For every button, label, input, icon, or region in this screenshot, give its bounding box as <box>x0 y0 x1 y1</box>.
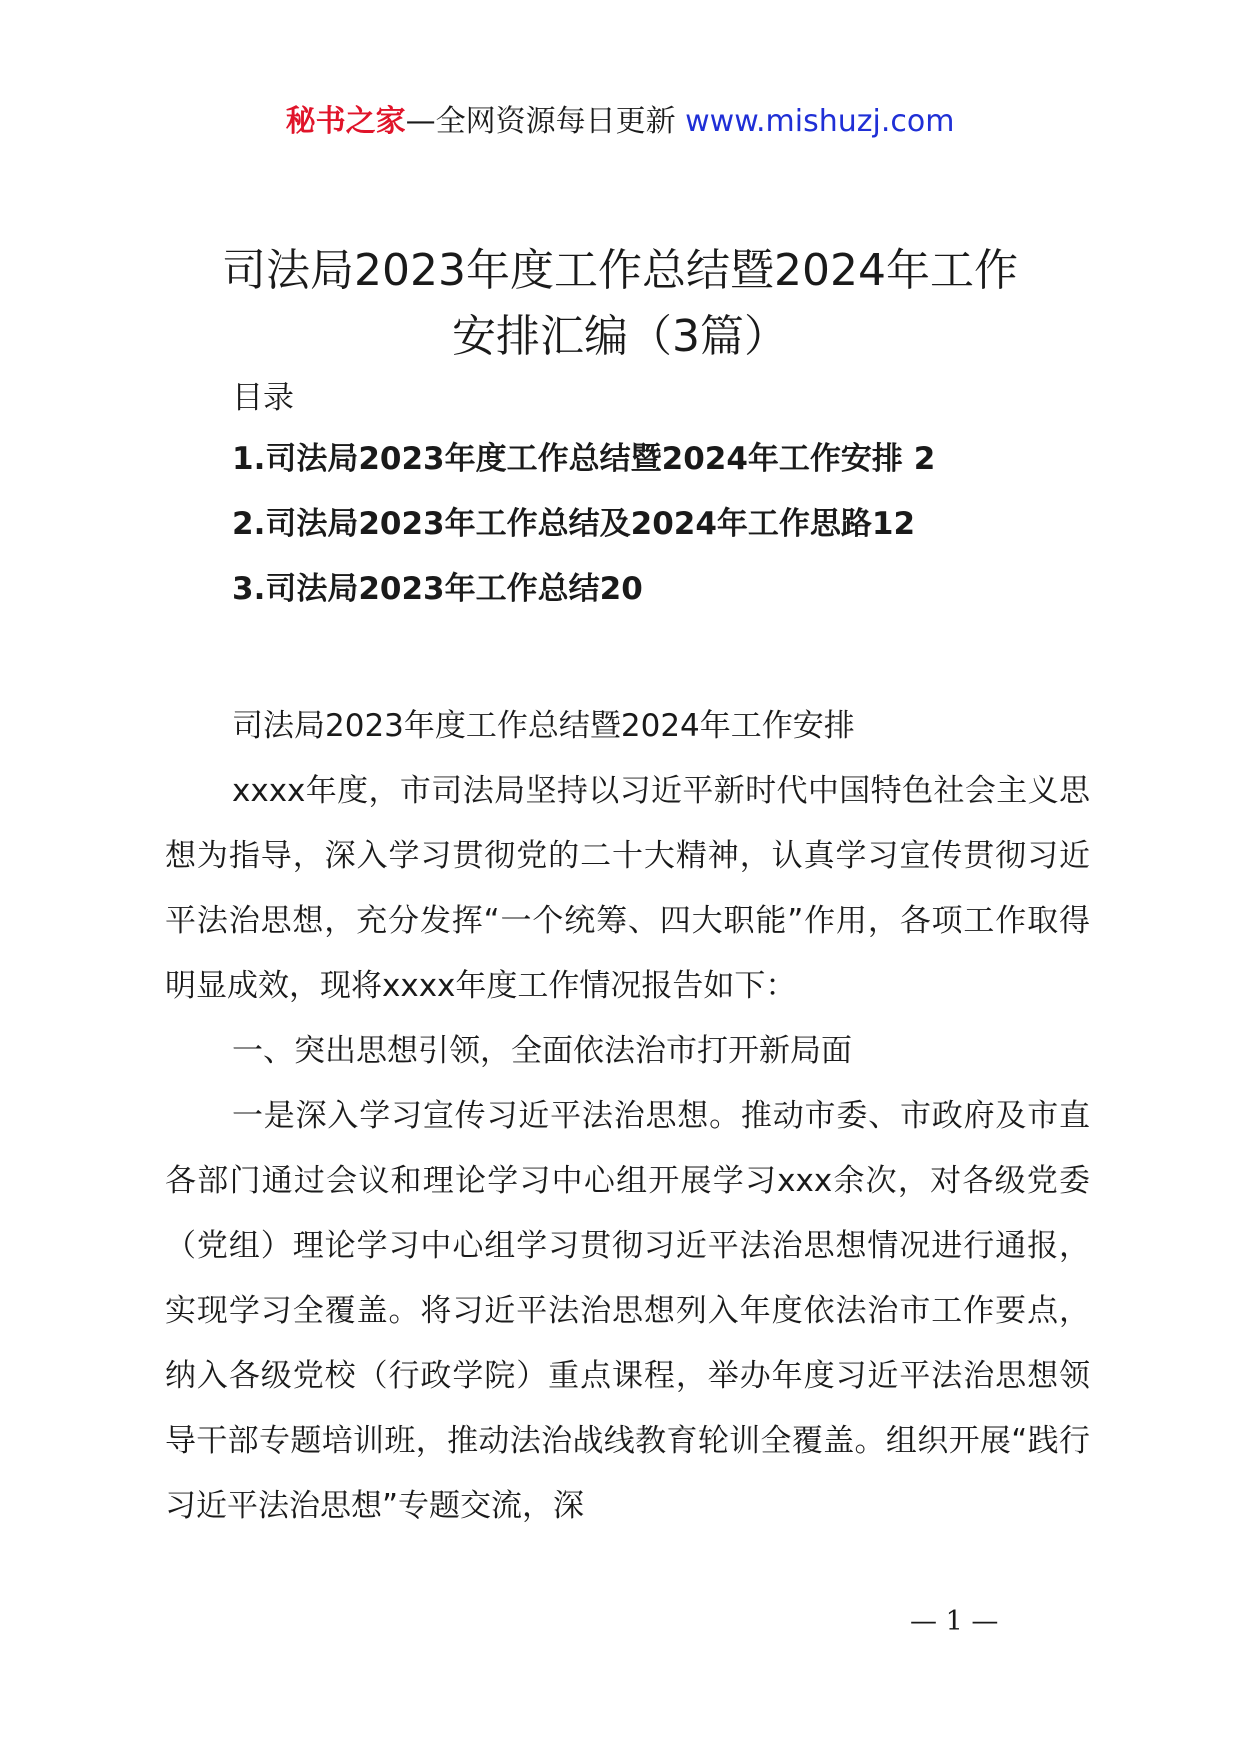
document-title-line-1: 司法局2023年度工作总结暨2024年工作 <box>222 245 1018 296</box>
document-title <box>0 238 1240 370</box>
toc-item-3[interactable]: 3.司法局2023年工作总结20 <box>232 571 643 607</box>
document-title-line-2: 安排汇编（3篇） <box>452 311 788 362</box>
section-heading-1: 一、突出思想引领，全面依法治市打开新局面 <box>232 1033 852 1069</box>
section-title: 司法局2023年度工作总结暨2024年工作安排 <box>232 708 855 744</box>
brand-name: 秘书之家 <box>285 104 406 139</box>
toc-heading: 目录 <box>232 380 294 416</box>
header-tagline: —全网资源每日更新 <box>405 104 686 139</box>
toc-item-2[interactable]: 2.司法局2023年工作总结及2024年工作思路12 <box>232 506 916 542</box>
site-header <box>0 100 1240 144</box>
toc-item-1[interactable]: 1.司法局2023年度工作总结暨2024年工作安排 2 <box>232 441 936 477</box>
site-url-link[interactable]: www.mishuzj.com <box>685 104 955 139</box>
intro-paragraph: xxxx年度，市司法局坚持以习近平新时代中国特色社会主义思想为指导，深入学习贯彻党的二十大精神，认真学习宣传贯彻习近平法治思想，充分发挥“一个统筹、四大职能”作用，各项工作取得明显成效，现将xxxx年度工作情况报告如下： <box>165 773 1090 1004</box>
body-text <box>165 694 1090 1539</box>
body-paragraph: 一是深入学习宣传习近平法治思想。推动市委、市政府及市直各部门通过会议和理论学习中心组开展学习xxx余次，对各级党委（党组）理论学习中心组学习贯彻习近平法治思想情况进行通报，实现学习全覆盖。将习近平法治思想列入年度依法治市工作要点，纳入各级党校（行政学院）重点课程，举办年度习近平法治思想领导干部专题培训班，推动法治战线教育轮训全覆盖。组织开展“践行习近平法治思想”专题交流，深 <box>165 1098 1090 1524</box>
table-of-contents <box>232 437 935 632</box>
page-number: — 1 — <box>910 1606 999 1637</box>
